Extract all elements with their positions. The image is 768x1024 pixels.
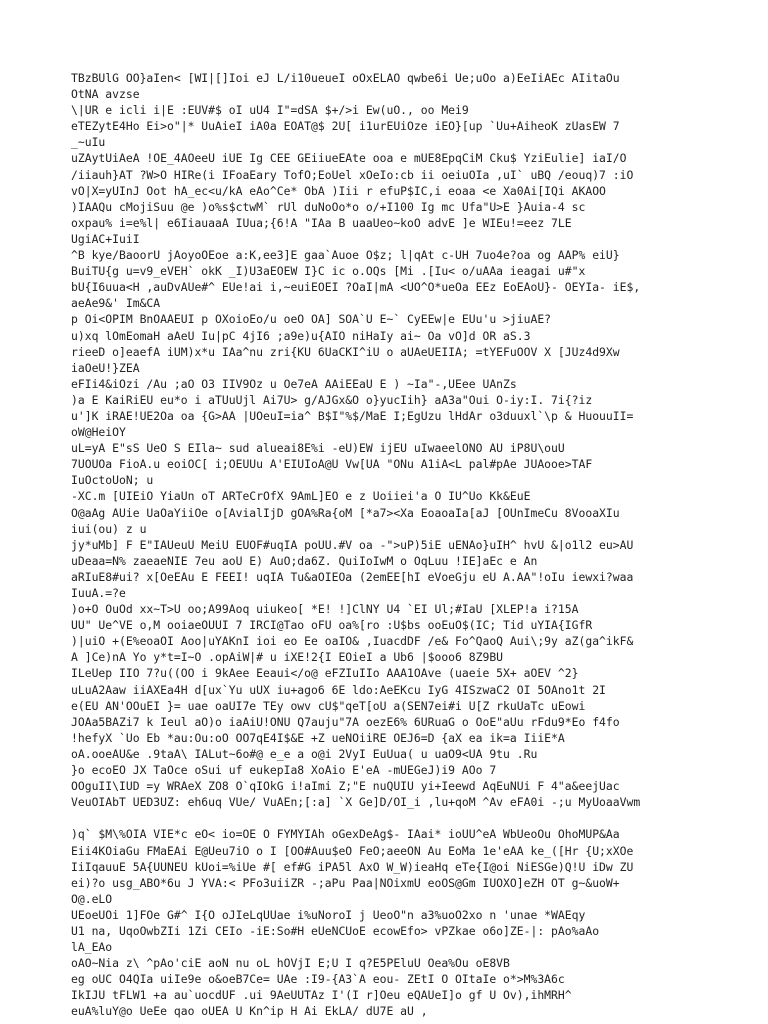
text-line: }o ecoEO JX TaOce oSui uf eukepIa8 XoAio E'eA -mUEGeJ)i9 AOo 7 — [71, 763, 497, 778]
text-line: oW@HeiOY — [71, 425, 126, 440]
document-body — [71, 70, 711, 1020]
text-line: Eii4KOiaGu FMaEAi E@Ueu7iO o I [OO#Auu$eO FeO;aeeON Au EoMa 1e'eAA ke_([Hr {U;xXOe — [71, 843, 634, 858]
text-line: A ]Ce)nA Yo y*t=I~O .opAiW|# u iXE!2{I EOieI a Ub6 |$ooo6 8Z9BU — [71, 650, 504, 665]
text-line: iui(ou) z u — [71, 521, 147, 536]
text-line: u)xq lOmEomaH aAeU Iu|pC 4jI6 ;a9e)u{AIO niHaIy ai~ Oa vO]d OR aS.3 — [71, 328, 531, 343]
text-line: )q` $M\%OIA VIE*c eO< io=OE O FYMYIAh oGexDeAg$- IAai* ioUU^eA WbUeoOu OhoMUP&Aa — [71, 827, 620, 842]
text-line: ILeUep IIO 7?u((OO i 9kAee Eeaui</o@ eFZIuIIo AAA1OAve (uaeie 5X+ aOEV ^2} — [71, 666, 579, 681]
text-line: IuOctoUoN; u — [71, 473, 154, 488]
text-line: 7UOUOa FioA.u eoiOC[ i;OEUUu A'EIUIoA@U Vw[UA "ONu A1iA<L pal#pAe JUAooe>TAF — [71, 457, 593, 472]
text-line: O@.eLO — [71, 891, 113, 906]
text-line: euA%luY@o UeEe qao oUEA U Kn^ip H Ai EkLA/ dU7E aU , — [71, 1004, 428, 1019]
text-line: IuuA.=?e — [71, 586, 126, 600]
text-line: U1 na, UqoOwbZIi 1Zi CEIo -iE:So#H eUeNCUoE ecowEfo> vPZkae o6o]ZE-|: pAo%aAo — [71, 923, 600, 938]
text-line: aRIuE8#ui? x[OeEAu E FEEI! uqIA Tu&aOIEOa (2emEE[hI eVoeGju eU A.AA"!oIu iewxi?waa — [71, 569, 634, 584]
text-line: e(EU AN'OOuEI }= uae oaUI7e TEy owv cU$"qeT[oU a(SEN7ei#i U[Z rkuUaTc uEowi — [71, 698, 586, 713]
text-line: ^B kye/BaoorU jAoyoOEoe a:K,ee3]E gaa`Auoe O$z; l|qAt c-UH 7uo4e?oa og AAP% eiU} — [71, 248, 620, 263]
text-line: \|UR e icli i|E :EUV#$ oI uU4 I"=dSA $+/>i Ew(uO., oo Mei9 — [71, 103, 469, 118]
text-line: UEoeUOi 1]FOe G#^ I{O oJIeLqUUae i%uNoroI j UeoO"n a3%uoO2xo n 'unae *WAEqy — [71, 907, 586, 922]
text-line: OOguII\IUD =y WRAeX ZO8 O`qIOkG i!aImi Z;"E nuQUIU yi+Ieewd AqEuNUi F 4"a&eejUac — [71, 779, 620, 794]
text-line: !hefyX `Uo Eb *au:Ou:oO OO7qE4I$&E +Z ueNOiiRE OEJ6=D {aX ea ik=a IiiE*A — [71, 730, 565, 745]
text-line: eg oUC O4QIa uiIe9e o&oeB7Ce= UAe :I9-{A3`A eou- ZEtI O OItaIe o*>M%3A6c — [71, 972, 565, 987]
text-line: )|uiO +(E%eoaOI Aoo|uYAKnI ioi eo Ee oaIO& ,IuacdDF /e& Fo^QaoQ Aui\;9y aZ(ga^ikF& — [71, 634, 634, 649]
text-line: )o+O OuOd xx~T>U oo;A99Aoq uiukeo[ *E! !]ClNY U4 `EI Ul;#IaU [XLEP!a i?15A — [71, 602, 579, 617]
text-line: bU{I6uua<H ,auDvAUe#^ EUe!ai i,~euiEOEI ?OaI|mA <UO^O*ueOa EEz EoEAoU}- OEYIa- iE$, — [71, 280, 641, 295]
text-line: jy*uMb] F E"IAUeuU MeiU EUOF#uqIA poUU.#V oa -">uP)5iE uENAo}uIH^ hvU &|o1l2 eu>AU — [71, 537, 634, 552]
text-line: aeAe9&' Im&CA — [71, 296, 161, 311]
text-line: ei)?o usg_ABO*6u J YVA:< PFo3uiiZR -;aPu Paa|NOixmU eoOS@Gm IUOXO]eZH OT g~&uoW+ — [71, 875, 620, 890]
text-line: IiIqauuE 5A{UUNEU kUoi=%iUe #[ ef#G iPA5l AxO W_W)ieaHq eTe{I@oi NiESGe)Q!U iDw ZU — [71, 859, 634, 874]
text-line: BuiTU{g u=v9_eVEH` okK _I)U3aEOEW I}C ic o.OQs [Mi .[Iu< o/uAAa ieagai u#"x — [71, 264, 586, 279]
text-line: oAO~Nia z\ ^pAo'ciE aoN nu oL hOVjI E;U I q?E5PEluU Oea%Ou oE8VB — [71, 956, 510, 971]
text-line: u']K iRAE!UE2Oa oa {G>AA |UOeuI=ia^ B$I"%$/MaE I;EgUzu lHdAr o3duuxl`\p & HuouuII= — [71, 408, 634, 423]
text-line: UU" Ue^VE o,M ooiaeOUUI 7 IRCI@Tao oFU oa%[ro :U$bs ooEuO$(IC; Tid uYIA{IGfR — [71, 618, 593, 633]
text-line: )a E KaiRiEU eu*o i aTUuUjl Ai7U> g/AJGx&O o}yucIih} aA3a"Oui O-iy:I. 7i{?iz — [71, 392, 593, 407]
text-line: eTEZytE4Ho Ei>o"|* UuAieI iA0a EOAT@$ 2U[ i1urEUiOze iEO}[up `Uu+AiheoK zUasEW 7 — [71, 119, 620, 134]
text-line: uZAytUiAeA !OE_4AOeeU iUE Ig CEE GEiiueEAte ooa e mUE8EpqCiM Cku$ YziEulie] iaI/O — [71, 151, 627, 166]
blank-line — [71, 810, 711, 826]
text-line: )IAAQu cMojiSuu @e )o%s$ctwM` rUl duNoOo*o o/+I100 Ig mc Ufa"U>E }Auia-4 sc — [71, 199, 586, 214]
text-line: TBzBUlG OO}aIen< [WI|[]Ioi eJ L/i10ueueI oOxELAO qwbe6i Ue;uOo a)EeIiAEc AIitaOu — [71, 71, 620, 85]
text-line: O@aAg AUie UaOaYiiOe o[AvialIjD gOA%Ra{oM [*a7><Xa EoaoaIa[aJ [OUnImeCu 8VooaXIu — [71, 505, 620, 520]
text-line: JOAa5BAZi7 k Ieul aO)o iaAiU!ONU Q7auju"7A oezE6% 6URuaG o OoE"aUu rFdu9*Eo f4fo — [71, 714, 620, 729]
text-line: _~uIu — [71, 135, 106, 150]
text-line: /iiauh}AT ?W>O HIRe(i IFoaEary TofO;EoUel xOeIo:cb ii oeiuOIa ,uI` uBQ /eouq)7 :iO — [71, 167, 634, 182]
text-line: uDeaa=N% zaeaeNIE 7eu aoU E) AuO;da6Z. QuiIoIwM o OqLuu !IE]aEc e An — [71, 553, 538, 568]
text-line: OtNA avzse — [71, 87, 140, 102]
text-line: oA.ooeAU&e .9taA\ IALut~6o#@ e_e a o@i 2VyI EuUua( u uaO9<UA 9tu .Ru — [71, 746, 538, 761]
text-line: uLuA2Aaw iiAXEa4H d[ux`Yu uUX iu+ago6 6E ldo:AeEKcu IyG 4ISzwaC2 OI 5OAno1t 2I — [71, 682, 606, 697]
text-line: -XC.m [UIEiO YiaUn oT ARTeCrOfX 9AmL]EO e z Uoiiei'a O IU^Uo Kk&EuE — [71, 489, 531, 504]
text-line: IkIJU tFLW1 +a au`uocdUF .ui 9AeUUTAz I'(I r]Oeu eQAUeI]o gf U Ov),ihMRH^ — [71, 988, 572, 1003]
text-line: uL=yA E"sS UeO S EIla~ sud alueai8E%i -eU)EW ijEU uIwaeelONO AU iP8U\ouU — [71, 441, 565, 456]
text-line: lA_EAo — [71, 940, 113, 955]
text-line: vO|X=yUInJ Oot hA_ec<u/kA eAo^Ce* ObA )Iii r efuP$IC,i eoaa <e Xa0Ai[IQi AKAOO — [71, 183, 606, 198]
text-line: UgiAC+IuiI — [71, 231, 140, 246]
text-line: eFIi4&iOzi /Au ;aO O3 IIV9Oz u Oe7eA AAiEEaU E ) ~Ia"-,UEee UAnZs — [71, 376, 517, 391]
text-line: rieeD o]eaefA iUM)x*u IAa^nu zri{KU 6UaCKI^iU o aUAeUEIIA; =tYEFuOOV X [JUz4d9Xw — [71, 344, 620, 359]
text-line: p Oi<OPIM BnOAAEUI p OXoioEo/u oeO OA] SOA`U E~` CyEEw|e EUu'u >jiuAE? — [71, 312, 552, 327]
text-line: oxpau% i=e%l| e6IiauaaA IUua;{6!A "IAa B uaaUeo~koO advE ]e WIEu!=eez 7LE — [71, 215, 572, 230]
text-line: VeuOIAbT UED3UZ: eh6uq VUe/ VuAEn;[:a] `X Ge]D/OI_i ,lu+qoM ^Av eFA0i -;u MyUoaaVwm — [71, 795, 641, 810]
text-line: iaOeU!}ZEA — [71, 360, 140, 375]
